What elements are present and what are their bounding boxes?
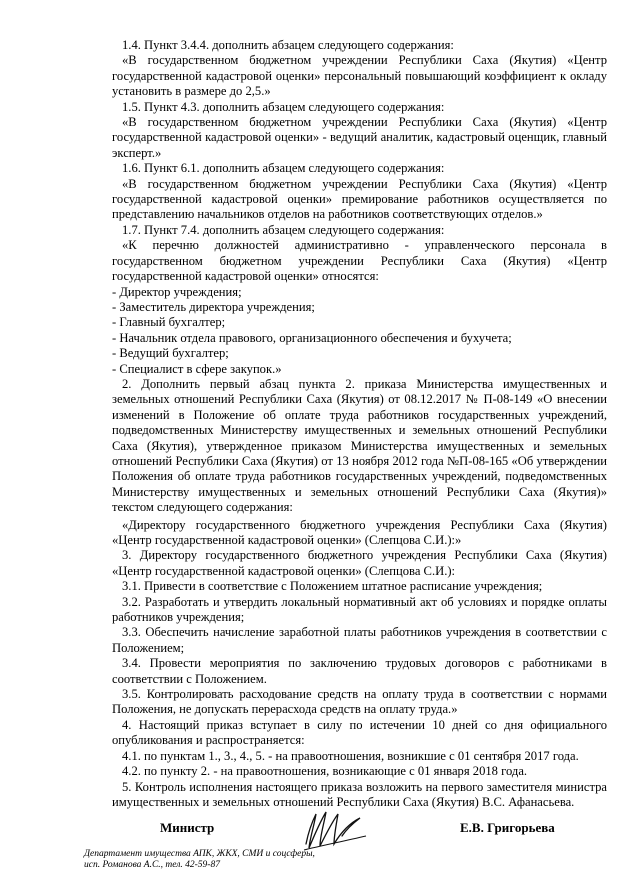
paragraph-4: 4. Настоящий приказ вступает в силу по истечении 10 дней со дня официального опубликования и распространяется: (112, 717, 607, 748)
paragraph-1-6: 1.6. Пункт 6.1. дополнить абзацем следующего содержания: (122, 161, 445, 176)
paragraph-3-3: 3.3. Обеспечить начисление заработной платы работников учреждения в соответствии с Положением; (112, 625, 607, 655)
paragraph-3-5: 3.5. Контролировать расходование средств на оплату труда в соответствии с нормами Положения, не допускать перерасхода средств на оплату труда.» (112, 687, 607, 717)
document-body (112, 38, 607, 810)
list-item: - Главный бухгалтер; (112, 315, 226, 330)
paragraph-4-2: 4.2. по пункту 2. - на правоотношения, возникающие с 01 января 2018 года. (122, 764, 528, 779)
paragraph-1-7: 1.7. Пункт 7.4. дополнить абзацем следующего содержания: (122, 222, 445, 237)
paragraph-1-4-text: «В государственном бюджетном учреждении Республики Саха (Якутия) «Центр государственной кадастровой оценки» персональный повышающий коэффициент к окладу установить в размере до 2,5.» (112, 53, 607, 99)
list-item: - Заместитель директора учреждения; (112, 299, 315, 314)
paragraph-2-quote: «Директору государственного бюджетного учреждения Республики Саха (Якутия) «Центр государственной кадастровой оценки» (Слепцова С.И.):» (112, 517, 607, 547)
paragraph-2: 2. Дополнить первый абзац пункта 2. приказа Министерства имущественных и земельных отношений Республики Саха (Якутия) от 08.12.2017 № П-08-149 «О внесении изменений в Положение об оплате труда работников государственных учреждений, подведомственных Министерству имущественных и земельных отношений Республики Саха (Якутия), утвержденное приказом Министерства имущественных и земельных отношений Республики Саха (Якутия) от 13 ноября 2012 года №П-08-165 «Об утверждении Положения об оплате труда работников государственных учреждений, подведомственных Министерству имущественных и земельных отношений Республики Саха (Якутия)» текстом следующего содержания: (112, 376, 607, 515)
signature-scribble (300, 806, 370, 854)
paragraph-1-5: 1.5. Пункт 4.3. дополнить абзацем следующего содержания: (122, 99, 445, 114)
handwritten-signature (300, 806, 370, 854)
paragraph-1-7-text: «К перечню должностей административно - управленческого персонала в государственном бюджетном учреждении Республики Саха (Якутия) «Центр государственной кадастровой оценки» относятся: (112, 238, 607, 284)
paragraph-3: 3. Директору государственного бюджетного учреждения Республики Саха (Якутия) «Центр государственной кадастровой оценки» (Слепцова С.И.): (112, 548, 607, 578)
list-item: - Начальник отдела правового, организационного обеспечения и бухучета; (112, 330, 512, 345)
list-item: - Специалист в сфере закупок.» (112, 361, 282, 376)
paragraph-4-1: 4.1. по пунктам 1., 3., 4., 5. - на правоотношения, возникшие с 01 сентября 2017 года. (122, 748, 579, 763)
list-item: - Директор учреждения; (112, 284, 242, 299)
executor-footer (84, 849, 315, 871)
paragraph-3-4: 3.4. Провести мероприятия по заключению трудовых договоров с работниками в соответствии с Положением. (112, 656, 607, 686)
paragraph-1-5-text: «В государственном бюджетном учреждении Республики Саха (Якутия) «Центр государственной кадастровой оценки» - ведущий аналитик, кадастровый оценщик, главный эксперт.» (112, 115, 607, 160)
paragraph-3-1: 3.1. Привести в соответствие с Положением штатное расписание учреждения; (122, 579, 543, 594)
signer-title: Министр (160, 820, 215, 835)
footer-executor: исп. Романова А.С., тел. 42-59-87 (84, 860, 220, 870)
paragraph-1-4: 1.4. Пункт 3.4.4. дополнить абзацем следующего содержания: (122, 38, 454, 52)
list-item: - Ведущий бухгалтер; (112, 346, 229, 361)
footer-department: Департамент имущества АПК, ЖКХ, СМИ и соцсферы, (84, 849, 315, 859)
signer-name: Е.В. Григорьева (460, 820, 555, 835)
paragraph-3-2: 3.2. Разработать и утвердить локальный нормативный акт об условиях и порядке оплаты работников учреждения; (112, 594, 607, 625)
paragraph-5: 5. Контроль исполнения настоящего приказа возложить на первого заместителя министра имущественных и земельных отношений Республики Саха (Якутия) В.С. Афанасьева. (112, 779, 607, 809)
paragraph-1-6-text: «В государственном бюджетном учреждении Республики Саха (Якутия) «Центр государственной кадастровой оценки» премирование работников осуществляется по представлению начальников отделов на работников соответствующих отделов.» (112, 176, 607, 222)
